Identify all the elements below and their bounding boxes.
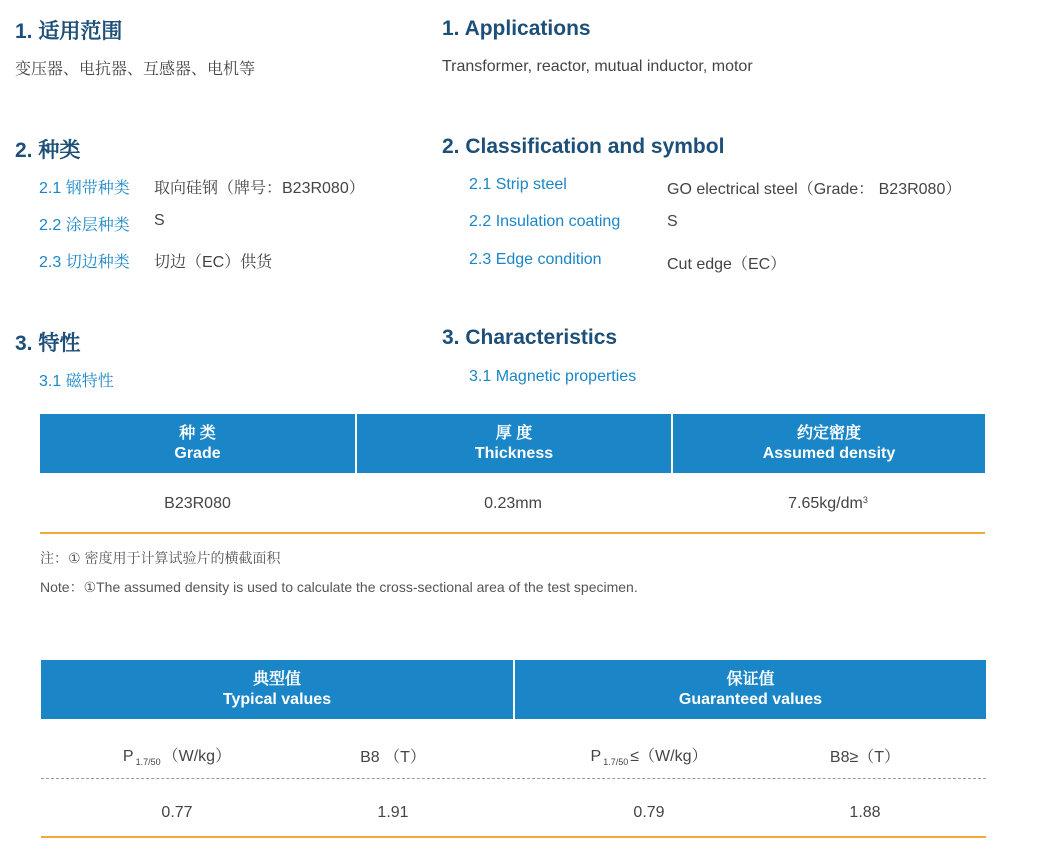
coating-value-cn: S [154, 212, 165, 229]
values-row [41, 801, 986, 825]
cell-density-exponent: 3 [862, 495, 868, 505]
header-grade-cn: 种 类 [179, 424, 216, 442]
header-guaranteed [515, 660, 986, 719]
header-thickness-en: Thickness [474, 444, 554, 462]
unit-guaranteed-p [513, 743, 785, 767]
table2-bottom-rule [41, 836, 986, 838]
unit-guaranteed-b8: B8≥（T） [829, 748, 901, 766]
coating-label-en: 2.2 Insulation coating [469, 213, 621, 230]
units-row [41, 742, 986, 768]
header-density-cn: 约定密度 [796, 424, 861, 442]
header-typical [41, 660, 513, 719]
section-2-title-cn: 2. 种类 [15, 139, 81, 162]
strip-steel-value-cn: 取向硅钢（牌号：B23R080） [154, 180, 365, 197]
magnetic-sub-cn: 3.1 磁特性 [39, 373, 114, 390]
grade-table-header [40, 414, 985, 473]
unit-p-subscript: 1.7/50 [603, 757, 629, 767]
cell-grade: B23R080 [164, 495, 231, 512]
header-guaranteed-en: Guaranteed values [678, 690, 823, 708]
unit-typical-b8: B8 （T） [360, 748, 426, 766]
values-table-header [41, 660, 986, 719]
unit-p-wkg: （W/kg） [162, 748, 232, 765]
unit-p-symbol: P [590, 748, 602, 765]
edge-label-cn: 2.3 切边种类 [39, 254, 130, 271]
cell-density [671, 495, 985, 513]
header-typical-en: Typical values [222, 690, 332, 708]
section-1-title-cn: 1. 适用范围 [15, 20, 123, 43]
header-typical-cn: 典型值 [252, 670, 301, 688]
cell-thickness: 0.23mm [484, 495, 542, 512]
units-divider [41, 778, 986, 779]
unit-typical-p [41, 743, 313, 767]
edge-value-en: Cut edge（EC） [667, 256, 787, 273]
cell-density-value: 7.65kg/dm [788, 495, 863, 512]
section-1-title-en: 1. Applications [442, 17, 591, 40]
section-3-title-en: 3. Characteristics [442, 326, 618, 349]
note-en: Note：①The assumed density is used to calculate the cross-sectional area of the test specimen. [40, 579, 638, 595]
section-3-title-cn: 3. 特性 [15, 332, 81, 355]
typical-b8-value: 1.91 [377, 804, 409, 821]
magnetic-sub-en: 3.1 Magnetic properties [469, 368, 637, 385]
header-guaranteed-cn: 保证值 [726, 670, 775, 688]
unit-p-subscript: 1.7/50 [135, 757, 161, 767]
header-density-en: Assumed density [762, 444, 896, 462]
guaranteed-b8-value: 1.88 [849, 804, 881, 821]
header-density [673, 414, 985, 473]
header-grade-en: Grade [174, 444, 221, 462]
guaranteed-p-value: 0.79 [633, 804, 665, 821]
applications-text-cn: 变压器、电抗器、互感器、电机等 [15, 61, 256, 78]
table1-bottom-rule [40, 532, 985, 534]
strip-steel-value-en: GO electrical steel（Grade： B23R080） [667, 181, 962, 198]
unit-p-wkg-max: ≤（W/kg） [630, 748, 708, 765]
strip-steel-label-en: 2.1 Strip steel [469, 176, 567, 193]
coating-value-en: S [667, 213, 678, 230]
section-2-title-en: 2. Classification and symbol [442, 135, 725, 158]
header-thickness-cn: 厚 度 [495, 424, 533, 442]
unit-p-symbol: P [122, 748, 134, 765]
strip-steel-label-cn: 2.1 钢带种类 [39, 180, 130, 197]
typical-p-value: 0.77 [161, 804, 193, 821]
applications-text-en: Transformer, reactor, mutual inductor, motor [442, 58, 753, 75]
grade-table-row [40, 492, 985, 516]
header-thickness [357, 414, 671, 473]
edge-label-en: 2.3 Edge condition [469, 251, 602, 268]
header-grade [40, 414, 355, 473]
edge-value-cn: 切边（EC）供货 [154, 254, 273, 271]
note-cn: 注：① 密度用于计算试验片的横截面积 [40, 550, 281, 566]
coating-label-cn: 2.2 涂层种类 [39, 217, 130, 234]
